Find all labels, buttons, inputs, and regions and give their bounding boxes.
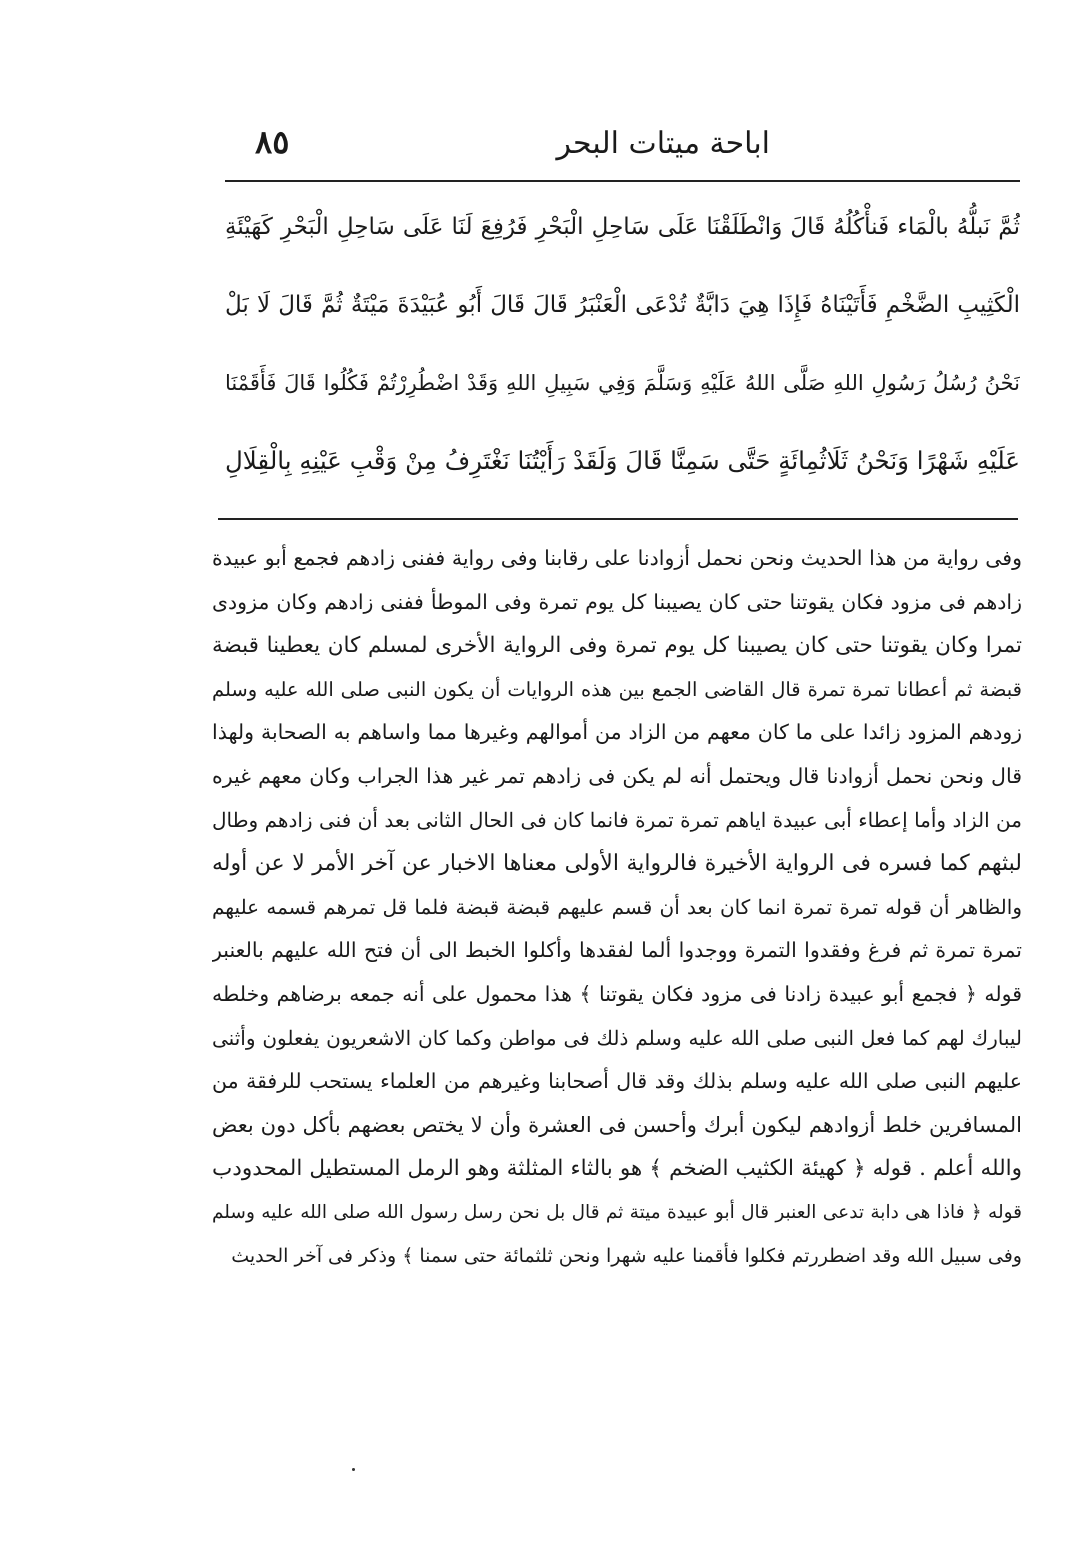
commentary-line: تمرا وكان يقوتنا حتى كان يصيبنا كل يوم تمرة وفى الرواية الأخرى لمسلم كان يعطينا قبضة (212, 633, 1022, 659)
commentary-line: قبضة ثم أعطانا تمرة تمرة قال القاضى الجمع بين هذه الروايات أن يكون النبى صلى الله عليه وسلم (212, 677, 1022, 701)
commentary-line: قوله ﴿ فاذا هى دابة تدعى العنبر قال أبو عبيدة ميتة ثم قال بل نحن رسل رسول الله صلى الله عليه وسلم (212, 1201, 1022, 1223)
commentary-line: ليبارك لهم كما فعل النبى صلى الله عليه وسلم ذلك فى مواطن وكما كان الاشعريون يفعلون وأثنى (212, 1025, 1022, 1050)
commentary-line: قوله ﴿ فجمع أبو عبيدة زادنا فى مزود فكان يقوتنا ﴾ هذا محمول على أنه جمعه برضاهم وخلطه (212, 981, 1022, 1006)
commentary-text-block (212, 537, 1022, 1278)
hadith-line: عَلَيْهِ شَهْرًا وَنَحْنُ ثَلَاثُمِائَةٍ حَتَّى سَمِنَّا قَالَ وَلَقَدْ رَأَيْتُنَا نَغْتَرِفُ مِنْ وَقْبِ عَيْنِهِ بِالْقِلَالِ (225, 446, 1020, 475)
commentary-line: تمرة تمرة ثم فرغ وفقدوا التمرة ووجدوا ألما لفقدها وأكلوا الخبط الى أن فتح الله عليهم بالعنبر (212, 938, 1022, 963)
commentary-line: زودهم المزود زائدا على ما كان معهم من الزاد من أموالهم وغيرها مما واساهم به الصحابة ولهذا (212, 720, 1022, 745)
commentary-line: زادهم فى مزود فكان يقوتنا حتى كان يصيبنا كل يوم تمرة وفى الموطأ ففنى زادهم وكان مزودى (212, 589, 1022, 614)
page-number: ٨٥ (255, 123, 290, 161)
commentary-line: وفى سبيل الله وقد اضطررتم فكلوا فأقمنا عليه شهرا ونحن ثلثمائة حتى سمنا ﴾ وذكر فى آخر الحديث (231, 1244, 1022, 1267)
commentary-line: لبثهم كما فسره فى الرواية الأخيرة فالرواية الأولى معناها الاخبار عن آخر الأمر لا عن أوله (212, 851, 1022, 877)
commentary-line: من الزاد وأما إعطاء أبى عبيدة اياهم تمرة تمرة فانما كان فى الحال الثانى بعد أن فنى زادهم وطال (212, 807, 1022, 832)
section-divider (218, 518, 1018, 520)
hadith-line: ثُمَّ نَبلُّهُ بالْمَاء فَنأْكُلُهُ قَالَ وَانْطَلَقْنَا عَلَى سَاحِلِ الْبَحْرِ فَرُفِعَ لَنَا عَلَى سَاحِلِ الْبَحْرِ كَهَيْئَةِ (225, 214, 1020, 240)
commentary-line: قال ونحن نحمل أزوادنا قال ويحتمل أنه لم يكن فى زادهم تمر غير هذا الجراب وكان معهم غيره (212, 763, 1022, 788)
hadith-line: نَحْنُ رُسُلُ رَسُولِ اللهِ صَلَّى اللهُ عَلَيْهِ وَسَلَّمَ وَفِي سَبِيلِ اللهِ وَقَدْ اضْطُرِرْتُمْ فَكُلُوا قَالَ فَأَقَمْنَا (225, 371, 1020, 395)
hadith-text-block (225, 188, 1020, 500)
commentary-line: والله أعلم . قوله ﴿ كهيئة الكثيب الضخم ﴾ هو بالثاء المثلثة وهو الرمل المستطيل المحدودب (212, 1156, 1022, 1182)
commentary-line: المسافرين خلط أزوادهم ليكون أبرك وأحسن فى العشرة وأن لا يختص بعضهم بأكل دون بعض (212, 1112, 1022, 1137)
commentary-line: والظاهر أن قوله تمرة تمرة انما كان بعد أن قسم عليهم قبضة قبضة فلما قل تمرهم قسمه عليهم (212, 894, 1022, 919)
hadith-line: الْكَثِيبِ الضَّخْمِ فَأَتَيْنَاهُ فَإِذَا هِيَ دَابَّةٌ تُدْعَى الْعَنْبَرُ قَالَ قَالَ أَبُو عُبَيْدَةَ مَيْتَةٌ ثُمَّ قَالَ لَا بَلْ (225, 292, 1020, 318)
page-header (225, 118, 1020, 170)
commentary-line: عليهم النبى صلى الله عليه وسلم بذلك وقد قال أصحابنا وغيرهم من العلماء يستحب للرفقة من (212, 1069, 1022, 1094)
header-rule (225, 180, 1020, 182)
running-title: اباحة ميتات البحر (556, 126, 770, 161)
ink-speck (352, 1468, 355, 1471)
commentary-line: وفى رواية من هذا الحديث ونحن نحمل أزوادنا على رقابنا وفى رواية ففنى زادهم فجمع أبو عبيدة (212, 546, 1022, 570)
